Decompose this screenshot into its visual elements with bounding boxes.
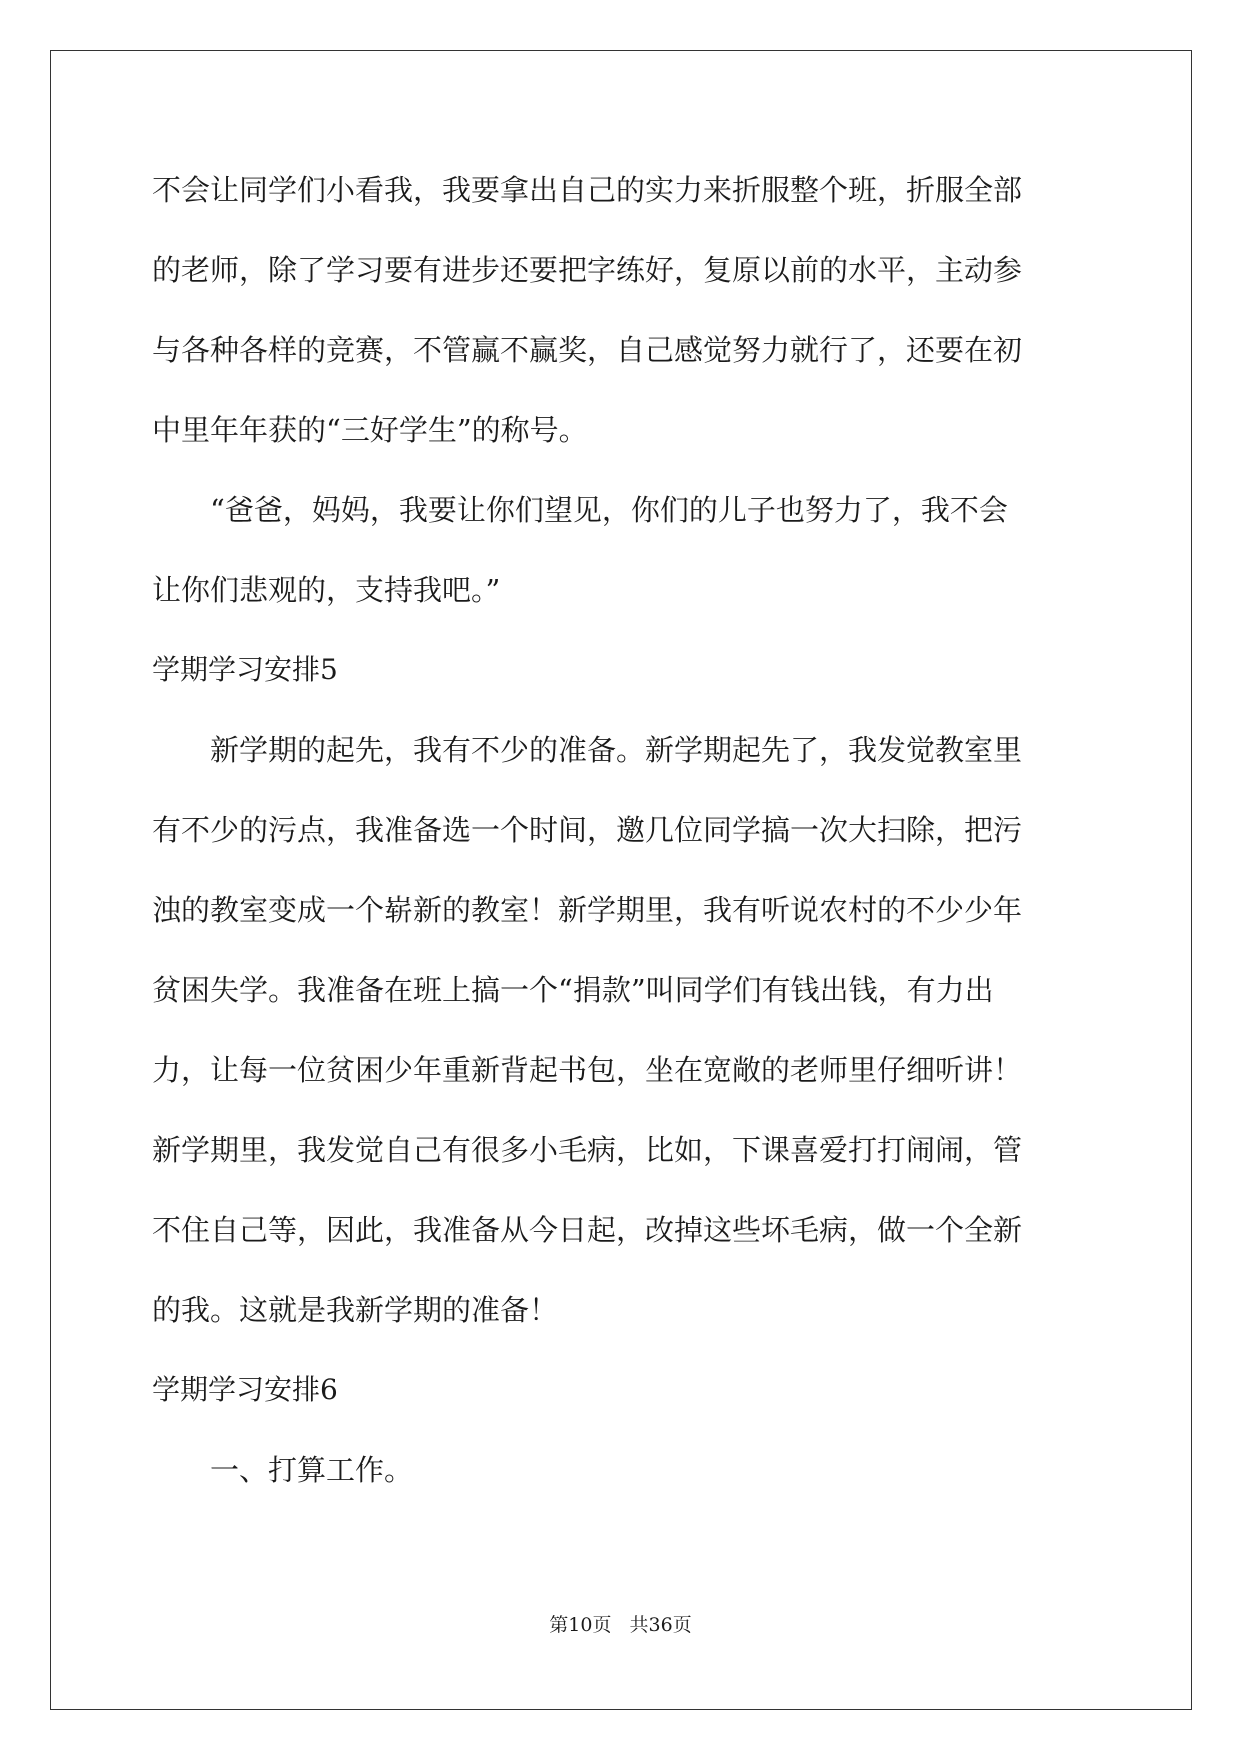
text-line: “爸爸，妈妈，我要让你们望见，你们的儿子也努力了，我不会	[210, 493, 1008, 527]
text-line: 的我。这就是我新学期的准备！	[152, 1293, 559, 1327]
text-line: 的老师，除了学习要有进步还要把字练好，复原以前的水平，主动参	[152, 253, 1023, 287]
section-heading: 学期学习安排6	[152, 1373, 338, 1406]
text-line: 中里年年获的“三好学生”的称号。	[152, 413, 588, 447]
text-line: 一、打算工作。	[210, 1453, 414, 1487]
text-line: 让你们悲观的，支持我吧。”	[152, 573, 501, 607]
page-number-total: 共36页	[629, 1614, 692, 1636]
text-line: 新学期里，我发觉自己有很多小毛病，比如，下课喜爱打打闹闹，管	[152, 1133, 1023, 1167]
text-line: 新学期的起先，我有不少的准备。新学期起先了，我发觉教室里	[210, 733, 1023, 767]
section-heading: 学期学习安排5	[152, 653, 338, 686]
page-footer	[0, 1610, 1241, 1637]
text-line: 贫困失学。我准备在班上搞一个“捐款”叫同学们有钱出钱，有力出	[152, 973, 994, 1007]
text-line: 不会让同学们小看我，我要拿出自己的实力来折服整个班，折服全部	[152, 173, 1023, 207]
document-body	[152, 150, 1087, 1510]
text-line: 力，让每一位贫困少年重新背起书包，坐在宽敞的老师里仔细听讲！	[152, 1053, 1023, 1087]
text-line: 与各种各样的竞赛，不管赢不赢奖，自己感觉努力就行了，还要在初	[152, 333, 1023, 367]
page-number-current: 第10页	[549, 1614, 612, 1636]
text-line: 浊的教室变成一个崭新的教室！新学期里，我有听说农村的不少少年	[152, 893, 1023, 927]
text-line: 不住自己等，因此，我准备从今日起，改掉这些坏毛病，做一个全新	[152, 1213, 1023, 1247]
text-line: 有不少的污点，我准备选一个时间，邀几位同学搞一次大扫除，把污	[152, 813, 1023, 847]
